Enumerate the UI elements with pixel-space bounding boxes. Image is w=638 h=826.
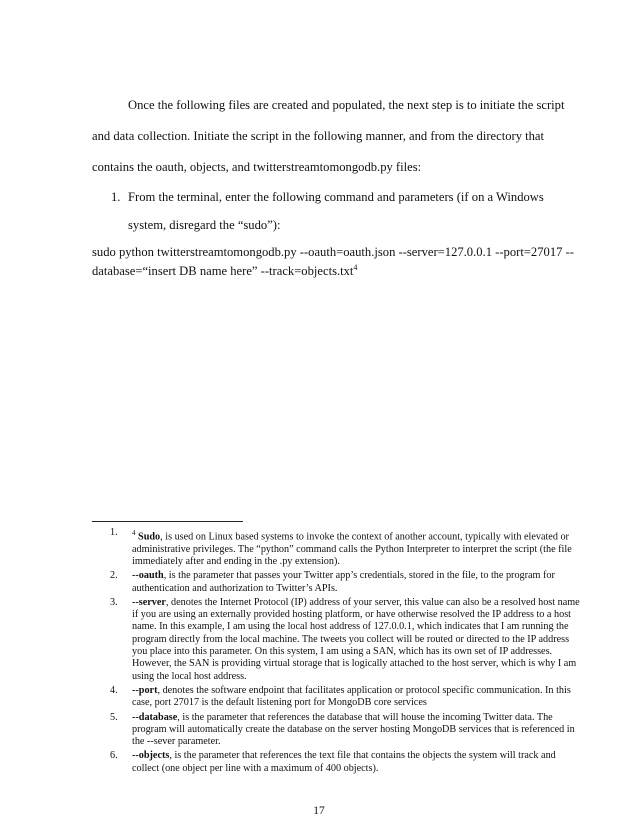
footnote-text: , is the parameter that references the database that will house the incoming Twitter data. The program will automatically create the database on the server hosting MongoDB services that is referenced in the --sever parameter. [132,711,575,748]
footnote-text: , denotes the software endpoint that facilitates application or protocol specific communication. In this case, port 27017 is the default listening port for MongoDB core services [132,684,571,709]
footnote-text: , is the parameter that references the text file that contains the objects the system will track and collect (one object per line with a maximum of 400 objects). [132,750,556,774]
command-line-2 [92,260,587,279]
footnote-number: 2. [110,570,118,582]
paragraph-line: contains the oauth, objects, and twitterstreamtomongodb.py files: [92,160,422,174]
footnote-superscript: 4 [132,529,136,537]
footnote-number: 6. [110,750,118,762]
numbered-list [92,190,582,246]
footnote-item [92,597,582,683]
footnote-text: , is the parameter that passes your Twitter app’s credentials, stored in the file, to the program for authentication and authorization to Twitter’s APIs. [132,570,555,594]
footnote-item [92,527,582,568]
command-line-1: sudo python twitterstreamtomongodb.py --oauth=oauth.json --server=127.0.0.1 --port=27017 -- [92,245,574,259]
footnote-number: 4. [110,684,118,696]
footnote-term: --objects [132,750,170,762]
footnote-item [92,685,582,710]
footnote-term: --server [132,596,166,608]
paragraph-line: Once the following files are created and populated, the next step is to initiate the script [128,98,565,112]
footnote-term: --database [132,711,178,723]
paragraph-line: and data collection. Initiate the script in the following manner, and from the directory that [92,129,545,143]
footnote-item [92,712,582,749]
list-item-continuation [92,218,582,246]
footnote-text: , is used on Linux based systems to invoke the context of another account, typically with elevated or administrative privileges. The “python” command calls the Python Interpreter to interpret the script (the file immediately after and ending in the .py extension). [132,531,572,567]
footnote-term: --oauth [132,570,164,582]
command-text: database=“insert DB name here” --track=objects.txt [92,264,354,279]
footnote-term: Sudo [138,531,161,543]
footnote-item [92,750,582,775]
footnote-term: --port [132,684,158,696]
page-number: 17 [313,805,325,817]
intro-paragraph [92,97,582,190]
footnote-number: 3. [110,596,118,608]
list-item-text: From the terminal, enter the following command and parameters (if on a Windows [128,190,544,204]
footnote-reference: 4 [353,263,358,272]
footnote-number: 5. [110,711,118,723]
footnotes [92,527,582,777]
footnote-text: , denotes the Internet Protocol (IP) address of your server, this value can also be a resolved host name if you are using an externally provided hosting platform, or have otherwise resolved the IP address to a host name. In this example, I am using the local host address of 127.0.0.1, which indicates that I am running the program directly from the local machine. The tweets you collect will be routed or directed to the IP address you place into this parameter. On this system, I am using a SAN, which has its own set of IP addresses. However, the SAN is providing virtual storage that is logically attached to the host server, which is why I am using the local host address. [132,596,580,682]
footnote-separator [92,521,243,522]
footnote-number: 1. [110,527,118,538]
command-line [92,244,587,279]
footnote-item [92,570,582,595]
list-item-number: 1. [111,190,121,204]
list-item [92,190,582,218]
list-item-text: system, disregard the “sudo”): [128,218,281,232]
